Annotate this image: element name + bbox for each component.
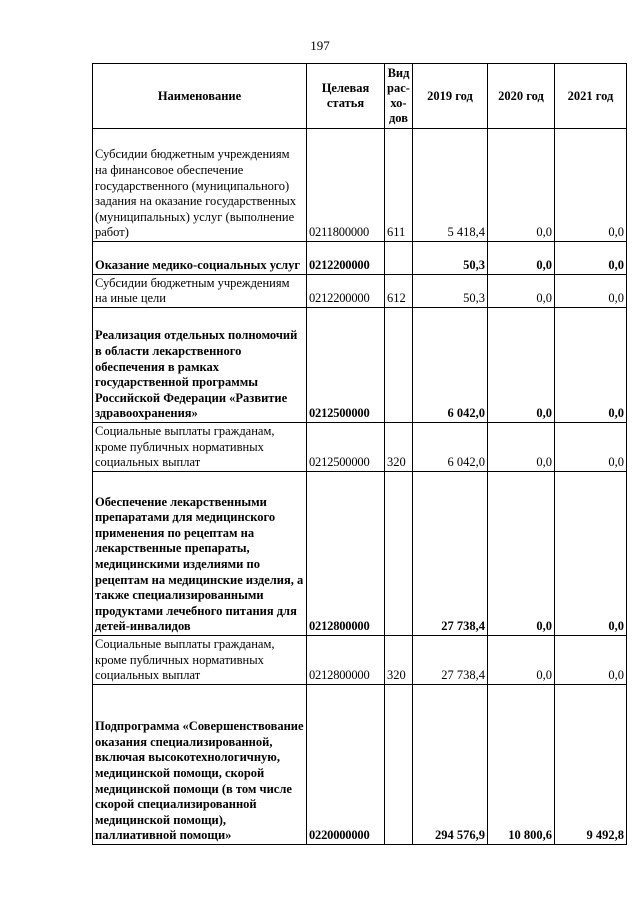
row-kind-code: 611 — [385, 129, 413, 242]
row-value-2021: 0,0 — [555, 242, 627, 275]
table-row — [93, 275, 627, 308]
row-value-2020: 10 800,6 — [488, 685, 555, 845]
row-value-2020: 0,0 — [488, 423, 555, 472]
row-name: Субсидии бюджетным учреждениям на иные цели — [93, 275, 307, 308]
row-target-code: 0212800000 — [307, 636, 385, 685]
table-row — [93, 129, 627, 242]
row-target-code: 0212200000 — [307, 275, 385, 308]
row-value-2021: 0,0 — [555, 636, 627, 685]
table-row — [93, 472, 627, 636]
row-target-code: 0220000000 — [307, 685, 385, 845]
column-header-name: Наименование — [93, 64, 307, 129]
row-value-2021: 0,0 — [555, 423, 627, 472]
row-kind-code — [385, 308, 413, 423]
row-value-2019: 294 576,9 — [413, 685, 488, 845]
row-value-2019: 50,3 — [413, 275, 488, 308]
row-name: Подпрограмма «Совершенствование оказания специализированной, включая высокотехнологичную, медицинской помощи, скорой медицинской помощи (в том числе скорой специализированной медицинской помощи), паллиативной помощи» — [93, 685, 307, 845]
row-value-2020: 0,0 — [488, 275, 555, 308]
row-value-2019: 27 738,4 — [413, 636, 488, 685]
row-value-2021: 0,0 — [555, 129, 627, 242]
row-value-2020: 0,0 — [488, 472, 555, 636]
row-value-2021: 0,0 — [555, 275, 627, 308]
row-target-code: 0212800000 — [307, 472, 385, 636]
row-value-2021: 9 492,8 — [555, 685, 627, 845]
row-name: Социальные выплаты гражданам, кроме публичных нормативных социальных выплат — [93, 636, 307, 685]
row-name: Обеспечение лекарственными препаратами для медицинского применения по рецептам на лекарственные препараты, медицинскими изделиями по рецептам на медицинские изделия, а также специализированными продуктами лечебного питания для детей-инвалидов — [93, 472, 307, 636]
column-header-2019: 2019 год — [413, 64, 488, 129]
column-header-kind: Вид рас- хо- дов — [385, 64, 413, 129]
row-value-2019: 6 042,0 — [413, 308, 488, 423]
row-kind-code: 320 — [385, 636, 413, 685]
table-row — [93, 308, 627, 423]
row-value-2021: 0,0 — [555, 472, 627, 636]
row-kind-code: 612 — [385, 275, 413, 308]
row-kind-code: 320 — [385, 423, 413, 472]
column-header-2021: 2021 год — [555, 64, 627, 129]
row-kind-code — [385, 685, 413, 845]
row-value-2019: 5 418,4 — [413, 129, 488, 242]
row-value-2020: 0,0 — [488, 129, 555, 242]
row-value-2020: 0,0 — [488, 636, 555, 685]
row-target-code: 0211800000 — [307, 129, 385, 242]
row-name: Социальные выплаты гражданам, кроме публичных нормативных социальных выплат — [93, 423, 307, 472]
row-value-2021: 0,0 — [555, 308, 627, 423]
row-kind-code — [385, 472, 413, 636]
row-target-code: 0212200000 — [307, 242, 385, 275]
row-value-2019: 6 042,0 — [413, 423, 488, 472]
row-name: Реализация отдельных полномочий в области лекарственного обеспечения в рамках государственной программы Российской Федерации «Развитие здравоохранения» — [93, 308, 307, 423]
page-number: 197 — [310, 38, 330, 53]
row-kind-code — [385, 242, 413, 275]
table-row — [93, 242, 627, 275]
header-row — [93, 64, 627, 129]
row-value-2019: 27 738,4 — [413, 472, 488, 636]
table-row — [93, 423, 627, 472]
row-name: Оказание медико-социальных услуг — [93, 242, 307, 275]
row-value-2020: 0,0 — [488, 242, 555, 275]
row-name: Субсидии бюджетным учреждениям на финансовое обеспечение государственного (муниципального) задания на оказание государственных (муниципальных) услуг (выполнение работ) — [93, 129, 307, 242]
table-row — [93, 636, 627, 685]
table-row — [93, 685, 627, 845]
row-target-code: 0212500000 — [307, 308, 385, 423]
row-target-code: 0212500000 — [307, 423, 385, 472]
column-header-2020: 2020 год — [488, 64, 555, 129]
row-value-2020: 0,0 — [488, 308, 555, 423]
row-value-2019: 50,3 — [413, 242, 488, 275]
column-header-target: Целевая статья — [307, 64, 385, 129]
budget-table — [92, 63, 627, 845]
